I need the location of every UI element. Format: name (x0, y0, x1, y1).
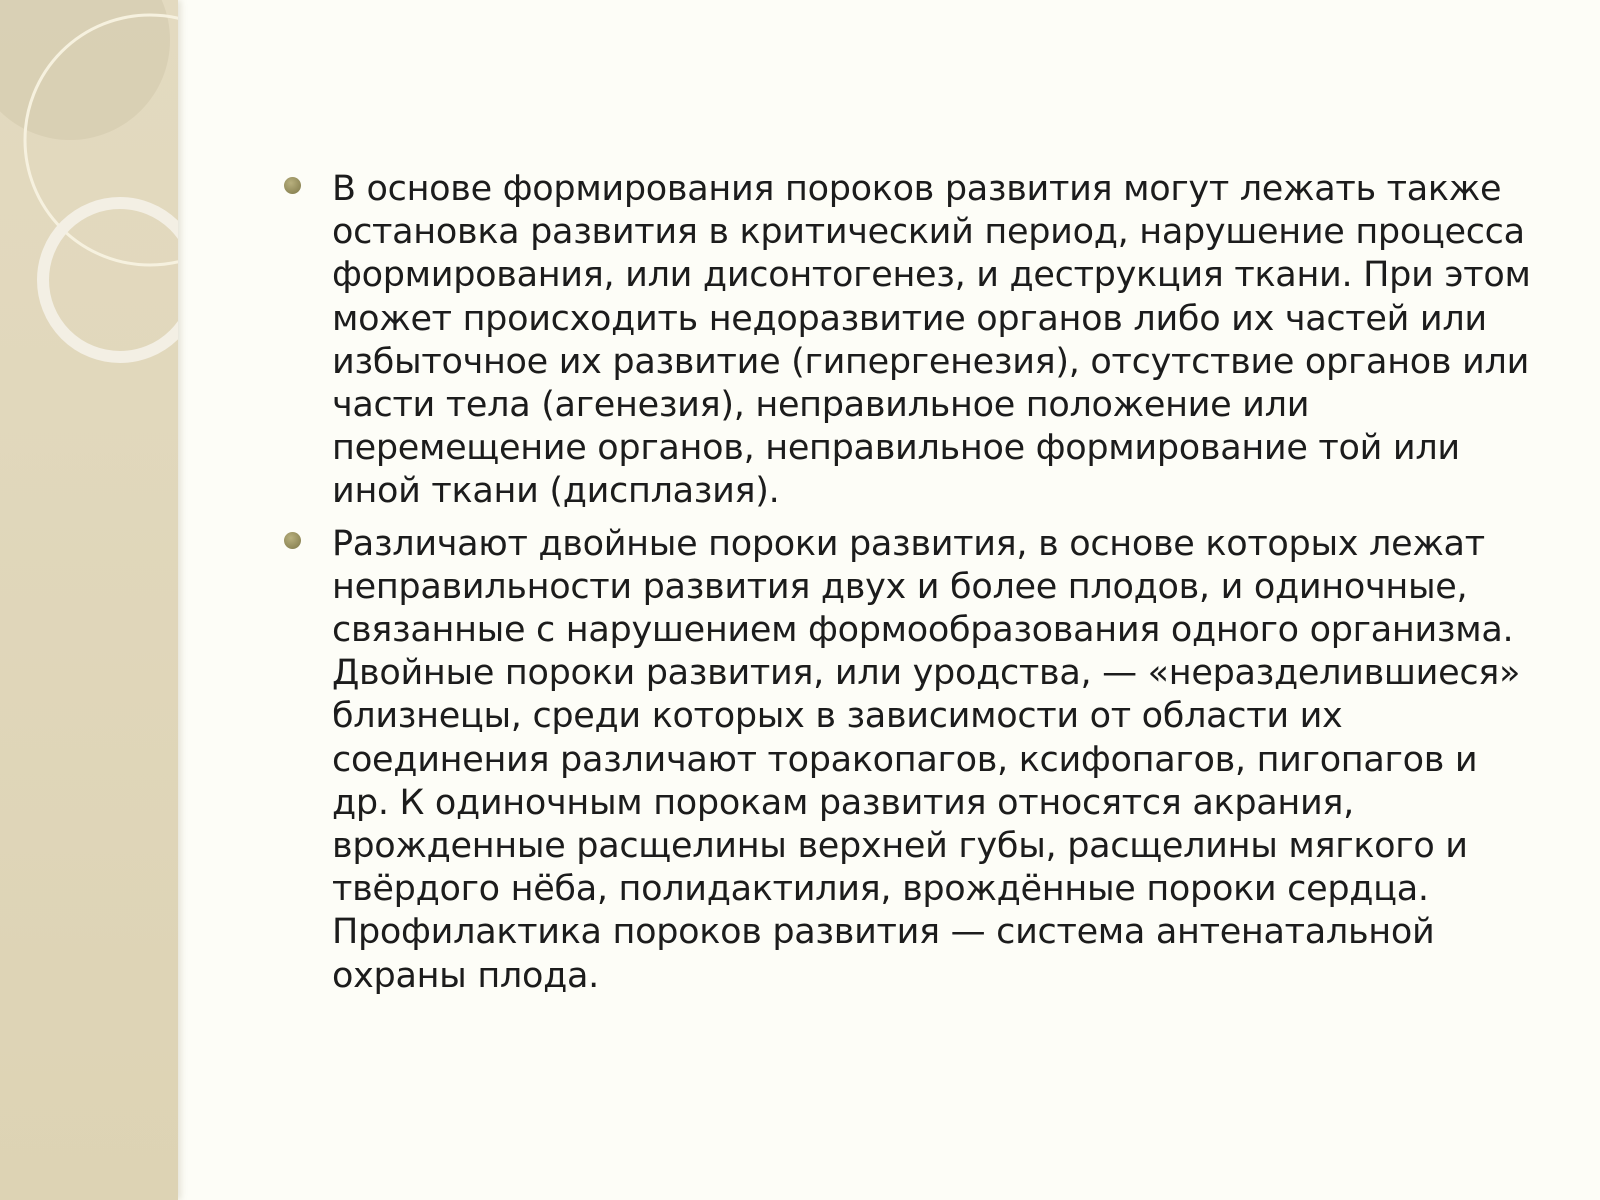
bullet-dot-icon (284, 177, 301, 194)
bullet-text: Различают двойные пороки развития, в основе которых лежат неправильности развития двух и более плодов, и одиночные, связанные с нарушением формообразования одного организма. Двойные пороки развития, или уродства, — «неразделившиеся» близнецы, среди которых в зависимости от области их соединения различают торакопагов, ксифопагов, пигопагов и др. К одиночным порокам развития относятся акрания, врожденные расщелины верхней губы, расщелины мягкого и твёрдого нёба, полидактилия, врождённые пороки сердца. Профилактика пороков развития — система антенатальной охраны плода. (332, 523, 1521, 996)
slide-body (282, 168, 1542, 1007)
decorative-side-band (0, 0, 178, 1200)
bullet-item (282, 523, 1542, 998)
bullet-text: В основе формирования пороков развития могут лежать также остановка развития в критический период, нарушение процесса формирования, или дисонтогенез, и деструкция ткани. При этом может происходить недоразвитие органов либо их частей или избыточное их развитие (гипергенезия), отсутствие органов или части тела (агенезия), неправильное положение или перемещение органов, неправильное формирование той или иной ткани (дисплазия). (332, 169, 1531, 512)
bullet-dot-icon (284, 532, 301, 549)
bullet-item (282, 168, 1542, 514)
decorative-circles (0, 0, 178, 1200)
bullet-list (282, 168, 1542, 998)
thick-ring (43, 203, 178, 357)
